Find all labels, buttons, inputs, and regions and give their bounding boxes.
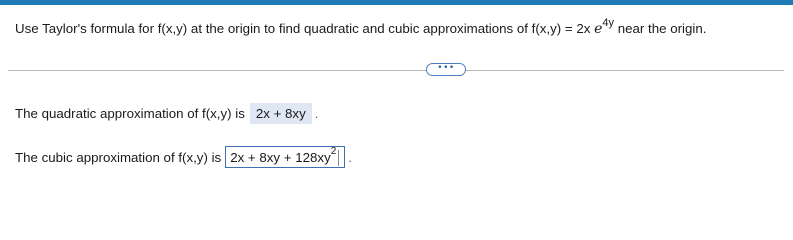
show-more-button[interactable]: ••• <box>426 63 466 76</box>
cubic-row <box>15 146 352 168</box>
cubic-period: . <box>348 149 352 165</box>
top-accent-bar <box>0 0 793 5</box>
cubic-answer-input[interactable] <box>225 146 345 168</box>
quadratic-answer: 2x + 8xy <box>250 103 312 124</box>
quadratic-label: The quadratic approximation of f(x,y) is <box>15 106 245 121</box>
section-divider <box>8 70 784 71</box>
quadratic-period: . <box>314 106 319 121</box>
question-text <box>15 18 706 40</box>
quadratic-row <box>15 103 318 124</box>
question-suffix: near the origin. <box>617 21 707 36</box>
exponent: 4y <box>602 16 615 29</box>
cubic-label: The cubic approximation of f(x,y) is <box>15 149 222 165</box>
euler-e: e <box>594 21 603 37</box>
question-prefix: Use Taylor's formula for f(x,y) at the origin to find quadratic and cubic approximations of f(x,y) = 2x <box>15 21 591 36</box>
cubic-answer-text: 2x + 8xy + 128xy <box>230 150 331 165</box>
cubic-answer-exponent: 2 <box>330 145 337 157</box>
text-caret <box>338 150 339 166</box>
